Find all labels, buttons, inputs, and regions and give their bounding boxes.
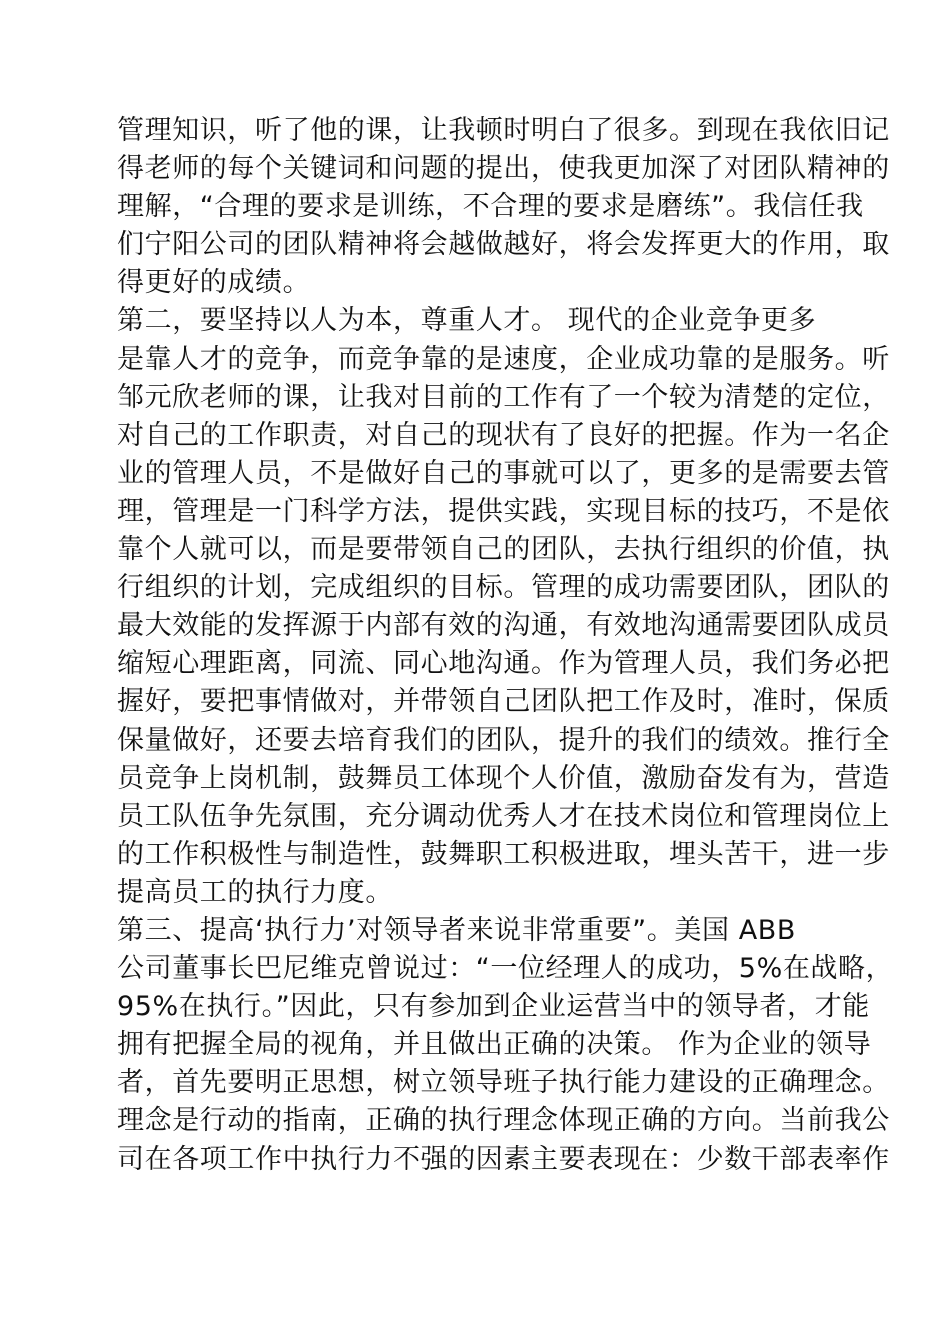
text-line: 第三、提高‘执行力’对领导者来说非常重要”。美国 ABB [117,914,797,946]
text-line: 业的管理人员，不是做好自己的事就可以了，更多的是需要去管 [117,457,890,489]
text-line: 员工队伍争先氛围，充分调动优秀人才在技术岗位和管理岗位上 [117,800,890,832]
text-line: 得老师的每个关键词和问题的提出，使我更加深了对团队精神的 [117,153,890,185]
text-line: 理念是行动的指南，正确的执行理念体现正确的方向。当前我公 [117,1105,890,1137]
text-line: 95%在执行。”因此，只有参加到企业运营当中的领导者，才能 [117,991,870,1023]
text-line: 的工作积极性与制造性，鼓舞职工积极进取，埋头苦干，进一步 [117,838,890,870]
text-line: 提高员工的执行力度。 [117,876,393,908]
text-line: 缩短心理距离，同流、同心地沟通。作为管理人员，我们务必把 [117,648,890,680]
paragraph [117,302,890,912]
text-line: 是靠人才的竞争，而竞争靠的是速度，企业成功靠的是服务。听 [117,343,890,375]
text-line: 理解，“合理的要求是训练，不合理的要求是磨练”。我信任我 [117,191,864,223]
text-line: 者，首先要明正思想，树立领导班子执行能力建设的正确理念。 [117,1067,890,1099]
text-line: 邹元欣老师的课，让我对目前的工作有了一个较为清楚的定位， [117,381,890,413]
text-line: 握好，要把事情做对，并带领自己团队把工作及时，准时，保质 [117,686,890,718]
text-line: 们宁阳公司的团队精神将会越做越好，将会发挥更大的作用，取 [117,229,890,261]
text-line: 第二，要坚持以人为本，尊重人才。 现代的企业竞争更多 [117,305,817,337]
paragraph [117,112,890,302]
text-line: 保量做好，还要去培育我们的团队，提升的我们的绩效。推行全 [117,724,890,756]
text-line: 对自己的工作职责，对自己的现状有了良好的把握。作为一名企 [117,419,890,451]
text-line: 员竞争上岗机制，鼓舞员工体现个人价值，激励奋发有为，营造 [117,762,890,794]
text-line: 靠个人就可以，而是要带领自己的团队，去执行组织的价值，执 [117,534,890,566]
text-line: 行组织的计划，完成组织的目标。管理的成功需要团队，团队的 [117,572,890,604]
text-line: 得更好的成绩。 [117,267,311,299]
body-text [117,112,894,1179]
text-line: 理，管理是一门科学方法，提供实践，实现目标的技巧，不是依 [117,495,890,527]
paragraph [117,912,894,1179]
text-line: 司在各项工作中执行力不强的因素主要表现在：少数干部表率作 [117,1143,890,1175]
text-line: 最大效能的发挥源于内部有效的沟通，有效地沟通需要团队成员 [117,610,890,642]
text-line: 拥有把握全局的视角，并且做出正确的决策。 作为企业的领导 [117,1029,872,1061]
text-line: 管理知识，听了他的课，让我顿时明白了很多。到现在我依旧记 [117,115,890,146]
text-line: 公司董事长巴尼维克曾说过：“一位经理人的成功，5%在战略， [117,953,894,985]
